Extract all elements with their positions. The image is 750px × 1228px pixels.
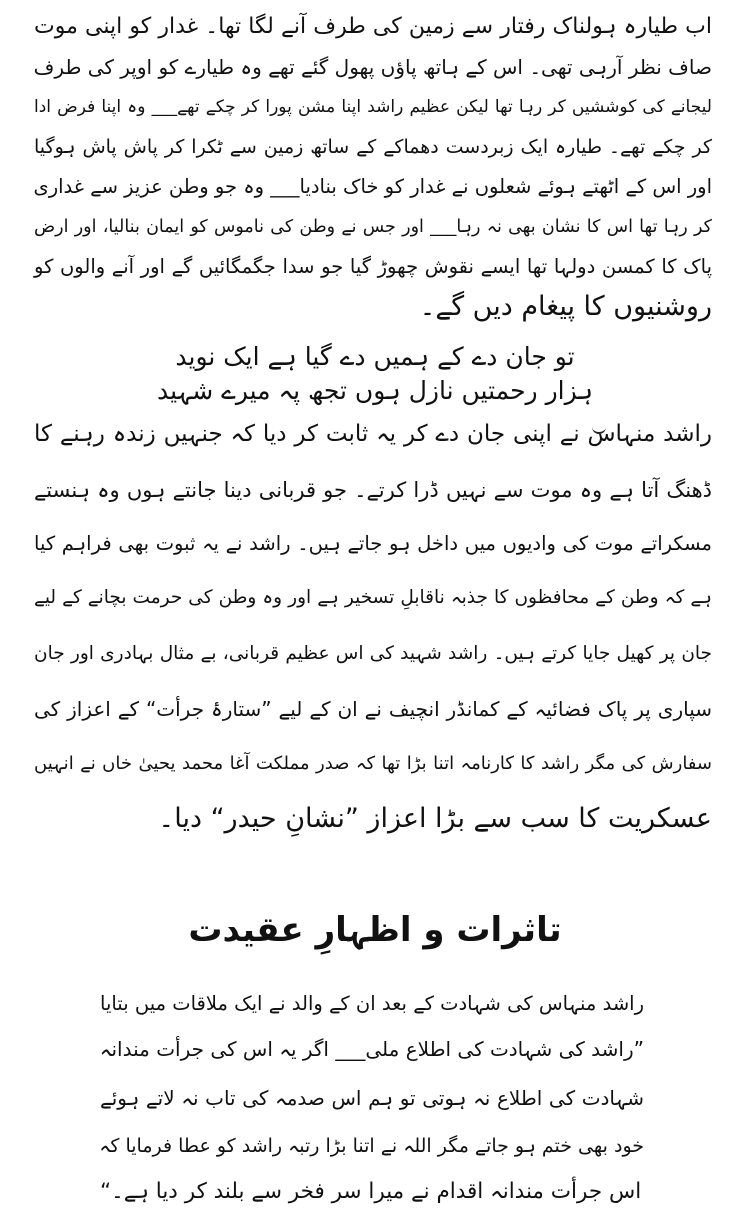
text-line: خود بھی ختم ہو جاتے مگر اللہ نے اتنا بڑا رتبہ راشد کو عطا فرمایا کہ <box>99 1135 644 1157</box>
section-heading: تاثرات و اظہارِ عقیدت <box>188 910 562 950</box>
text-line: ”راشد کی شہادت کی اطلاع ملی___ اگر یہ اس کی جرأت مندانہ <box>99 1037 644 1061</box>
text-line: اب طیارہ ہولناک رفتار سے زمین کی طرف آنے لگا تھا۔ غدار کو اپنی موت <box>34 14 712 39</box>
text-line: صاف نظر آرہی تھی۔ اس کے ہاتھ پاؤں پھول گئے تھے وہ طیارے کو اوپر کی طرف <box>33 55 712 79</box>
text-line: روشنیوں کا پیغام دیں گے۔ <box>419 291 712 322</box>
text-line: عسکریت کا سب سے بڑا اعزاز ”نشانِ حیدر“ دیا۔ <box>158 803 712 834</box>
text-line: پاک کا کمسن دولہا تھا ایسے نقوش چھوڑ گیا جو سدا جگمگائیں گے اور آنے والوں کو <box>34 255 712 278</box>
couplet-line: ہزار رحمتیں نازل ہوں تجھ پہ میرے شہید <box>156 376 594 405</box>
text-line: سپاری پر پاک فضائیہ کے کمانڈر انچیف نے ان کے لیے ”ستارۂ جرأت“ کے اعزاز کی <box>34 697 712 721</box>
text-line: ڈھنگ آتا ہے وہ موت سے نہیں ڈرا کرتے۔ جو قربانی دینا جانتے ہوں وہ ہنستے <box>34 478 712 502</box>
text-line: مسکراتے موت کی وادیوں میں داخل ہو جاتے ہیں۔ راشد نے یہ ثبوت بھی فراہم کیا <box>34 532 712 555</box>
text-line: سفارش کی مگر راشد کا کارنامہ اتنا بڑا تھا کہ صدر مملکت آغا محمد یحییٰ خاں نے انہیں <box>34 753 712 774</box>
text-line: راشد منہاس نے اپنی جان دے کر یہ ثابت کر دیا کہ جنہیں زندہ رہنے کا <box>34 421 712 447</box>
text-line: ہے کہ وطن کے محافظوں کا جذبہ ناقابلِ تسخیر ہے اور وہ وطن کی حرمت بچانے کے لیے <box>34 587 712 608</box>
text-line: شہادت کی اطلاع نہ ہوتی تو ہم اس صدمہ کی تاب نہ لاتے ہوئے <box>100 1086 644 1110</box>
couplet-line: تو جان دے کے ہمیں دے گیا ہے ایک نوید <box>175 342 575 371</box>
text-line: راشد منہاس کی شہادت کے بعد ان کے والد نے ایک ملاقات میں بتایا <box>100 992 644 1015</box>
text-line: اور اس کے اٹھتے ہوئے شعلوں نے غدار کو خاک بنادیا___ وہ جو وطن عزیز سے غداری <box>33 175 712 198</box>
text-line: لیجانے کی کوششیں کر رہا تھا لیکن عظیم راشد اپنا مشن پورا کر چکے تھے___ وہ اپنا فرض ادا <box>34 97 712 117</box>
text-line: جان پر کھیل جایا کرتے ہیں۔ راشد شہید کی اس عظیم قربانی، بے مثال بہادری اور جان <box>34 643 712 664</box>
text-line: کر رہا تھا اس کا نشان بھی نہ رہا___ اور جس نے وطن کی ناموس کو ایمان بنالیا، اور ارض <box>34 217 712 237</box>
text-line: اس جرأت مندانہ اقدام نے میرا سر فخر سے بلند کر دیا ہے۔“ <box>100 1179 642 1204</box>
text-line: کر چکے تھے۔ طیارہ ایک زبردست دھماکے کے ساتھ زمین سے ٹکرا کر پاش پاش ہوگیا <box>34 136 712 158</box>
